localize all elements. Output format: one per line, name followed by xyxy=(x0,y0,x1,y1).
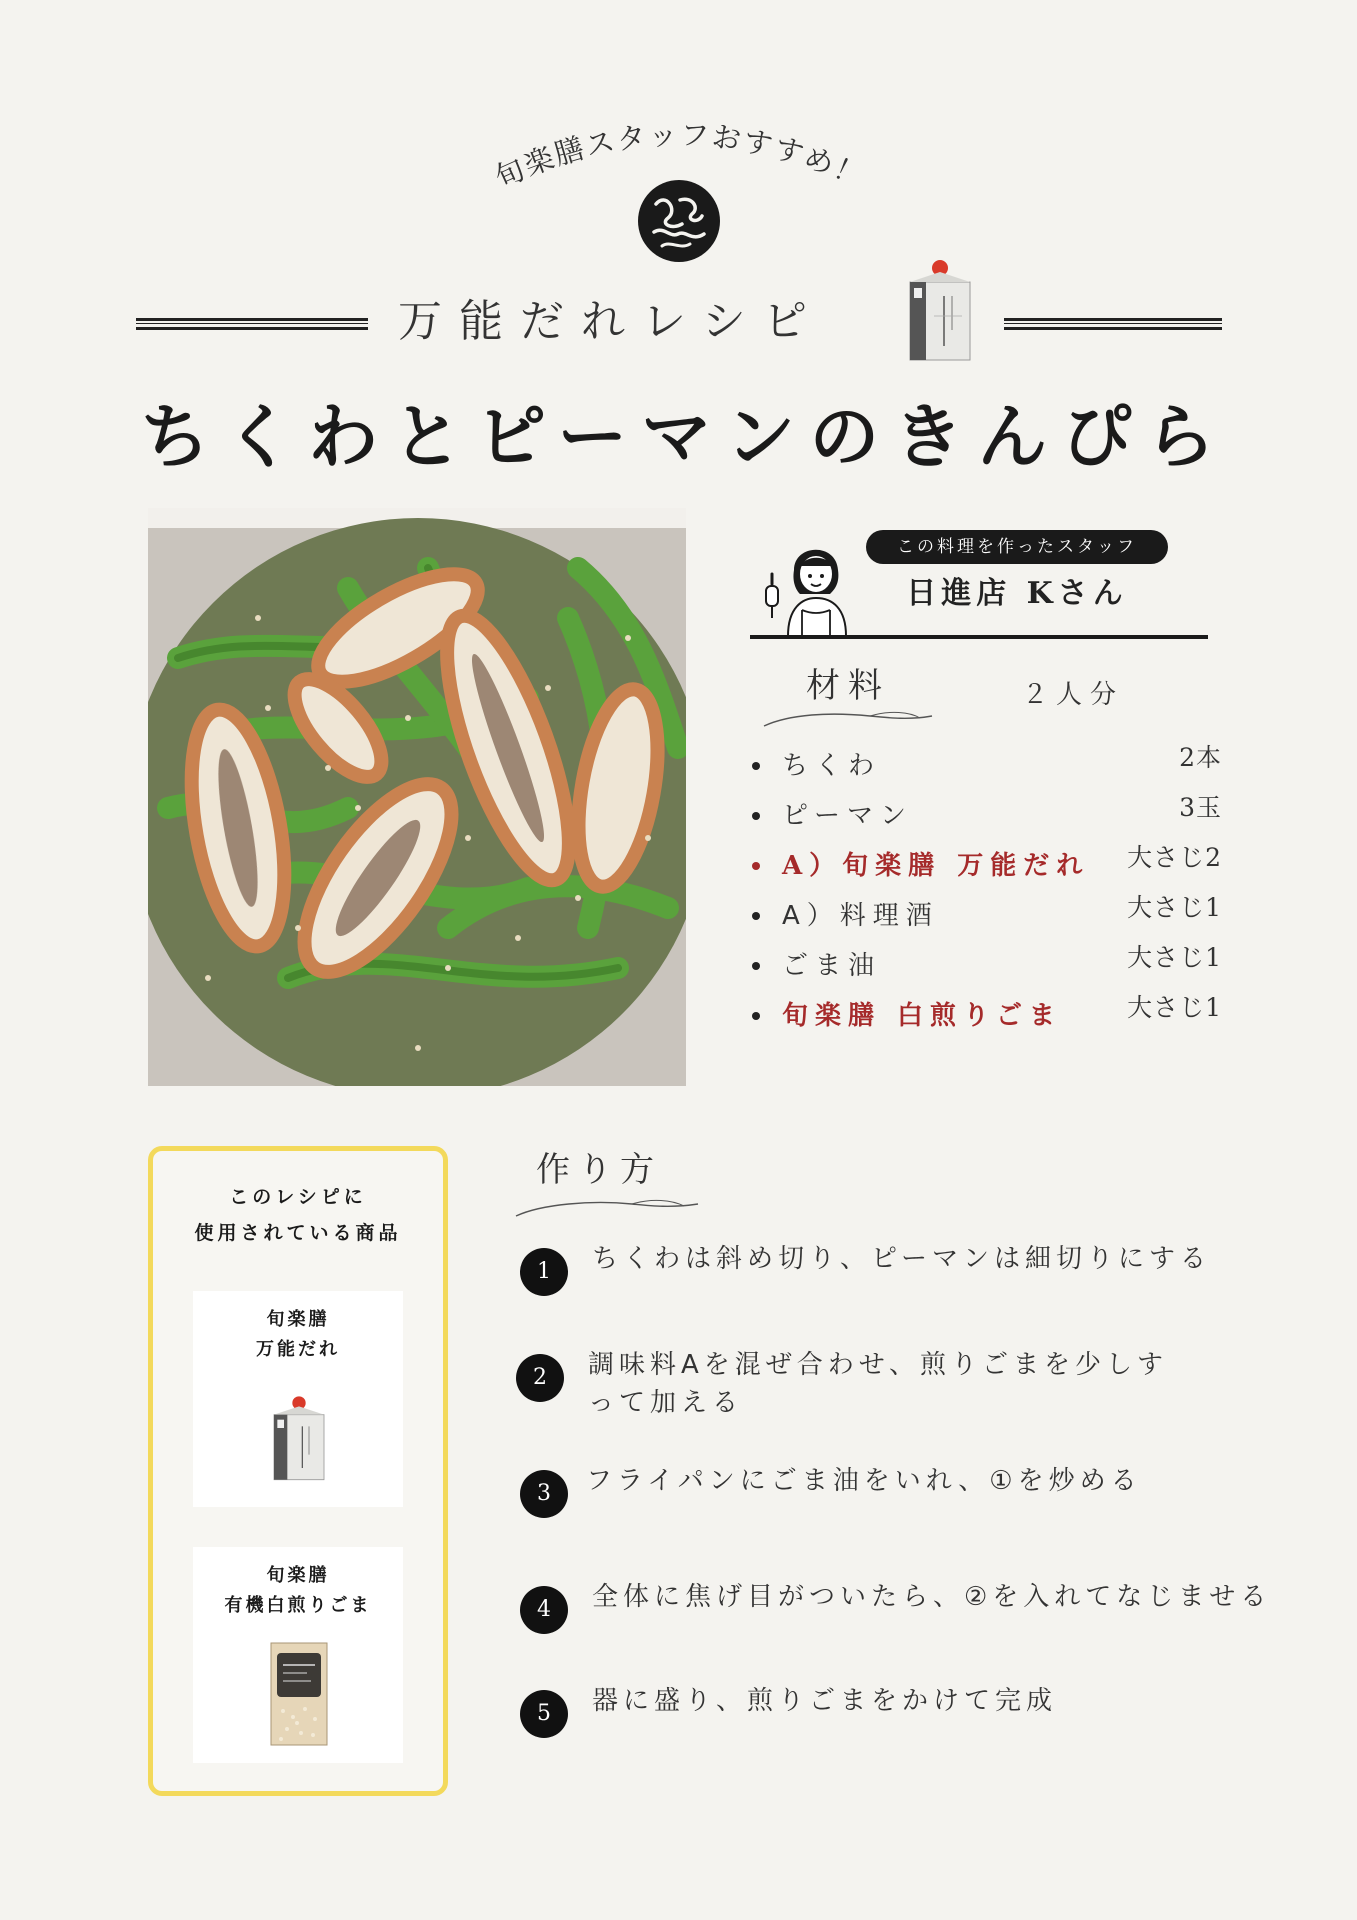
product-name-line2: 万能だれ xyxy=(256,1339,340,1360)
step-text: ちくわは斜め切り、ピーマンは細切りにする xyxy=(592,1244,1211,1274)
ingredients-heading: 材料 xyxy=(806,666,890,706)
step-number: 5 xyxy=(520,1690,568,1738)
list-item xyxy=(752,744,1222,794)
ingredient-name: ごま油 xyxy=(782,951,882,981)
product-name-line2: 有機白煎りごま xyxy=(224,1595,372,1616)
list-item xyxy=(752,944,1222,994)
staff-label-badge: この料理を作ったスタッフ xyxy=(866,530,1168,564)
title-rule-right xyxy=(1004,318,1222,330)
step-text: フライパンにごま油をいれ、①を炒める xyxy=(586,1466,1142,1496)
step-text: 調味料Aを混ぜ合わせ、煎りごまを少しすって加える xyxy=(588,1350,1169,1418)
ingredient-amount: 大さじ1 xyxy=(1127,943,1222,972)
step-number: 1 xyxy=(520,1248,568,1296)
ingredients-swash xyxy=(760,704,936,730)
bullet-icon xyxy=(752,912,760,920)
product-name xyxy=(193,1561,403,1621)
step-text: 器に盛り、煎りごまをかけて完成 xyxy=(592,1686,1058,1716)
sauce-package-image xyxy=(269,1387,329,1489)
series-title: 万能だれレシピ xyxy=(398,296,824,347)
ingredient-name: 旬楽膳 白煎りごま xyxy=(782,1001,1063,1031)
list-item xyxy=(752,794,1222,844)
products-box xyxy=(148,1146,448,1796)
staff-name: 日進店 Kさん xyxy=(906,576,1128,611)
title-rule-left xyxy=(136,318,368,330)
step-number: 3 xyxy=(520,1470,568,1518)
step-text: 全体に焦げ目がついたら、②を入れてなじませる xyxy=(592,1582,1272,1612)
ingredient-name: ちくわ xyxy=(782,751,882,781)
ingredient-amount: 2本 xyxy=(1179,743,1222,772)
dish-title: ちくわとピーマンのきんぴら xyxy=(140,395,1230,478)
staff-divider xyxy=(750,635,1208,639)
bullet-icon xyxy=(752,762,760,770)
ingredient-amount: 大さじ2 xyxy=(1127,843,1222,872)
product-name xyxy=(193,1305,403,1365)
products-heading-line1: このレシピに xyxy=(229,1186,367,1208)
list-item xyxy=(752,844,1222,894)
ingredient-amount: 大さじ1 xyxy=(1127,893,1222,922)
ingredient-name: A）料理酒 xyxy=(782,901,939,931)
product-name-line1: 旬楽膳 xyxy=(266,1309,330,1330)
ingredient-name: A）旬楽膳 万能だれ xyxy=(782,851,1090,881)
bullet-icon xyxy=(752,962,760,970)
list-item xyxy=(752,894,1222,944)
tagline-text: 旬楽膳スタッフおすすめ！ xyxy=(489,117,871,195)
bullet-icon xyxy=(752,812,760,820)
products-heading-line2: 使用されている商品 xyxy=(194,1222,402,1244)
method-swash xyxy=(512,1192,702,1220)
step-number: 2 xyxy=(516,1354,564,1402)
ingredient-name: ピーマン xyxy=(782,801,913,831)
product-name-line1: 旬楽膳 xyxy=(266,1565,330,1586)
product-card[interactable] xyxy=(193,1547,403,1763)
sauce-package-image xyxy=(904,256,976,364)
products-heading xyxy=(153,1179,443,1251)
brand-logo xyxy=(638,180,720,262)
staff-illustration xyxy=(758,524,868,636)
dish-photo xyxy=(148,508,686,1086)
ingredient-amount: 大さじ1 xyxy=(1127,993,1222,1022)
list-item xyxy=(752,994,1222,1044)
ingredient-amount: 3玉 xyxy=(1179,793,1222,822)
step-number: 4 xyxy=(520,1586,568,1634)
bullet-icon xyxy=(752,1012,760,1020)
ingredients-list xyxy=(752,744,1222,1044)
bullet-icon xyxy=(752,862,760,870)
servings-text: ２人分 xyxy=(1022,680,1125,710)
method-heading: 作り方 xyxy=(536,1150,662,1190)
sesame-package-image xyxy=(267,1639,331,1749)
product-card[interactable] xyxy=(193,1291,403,1507)
